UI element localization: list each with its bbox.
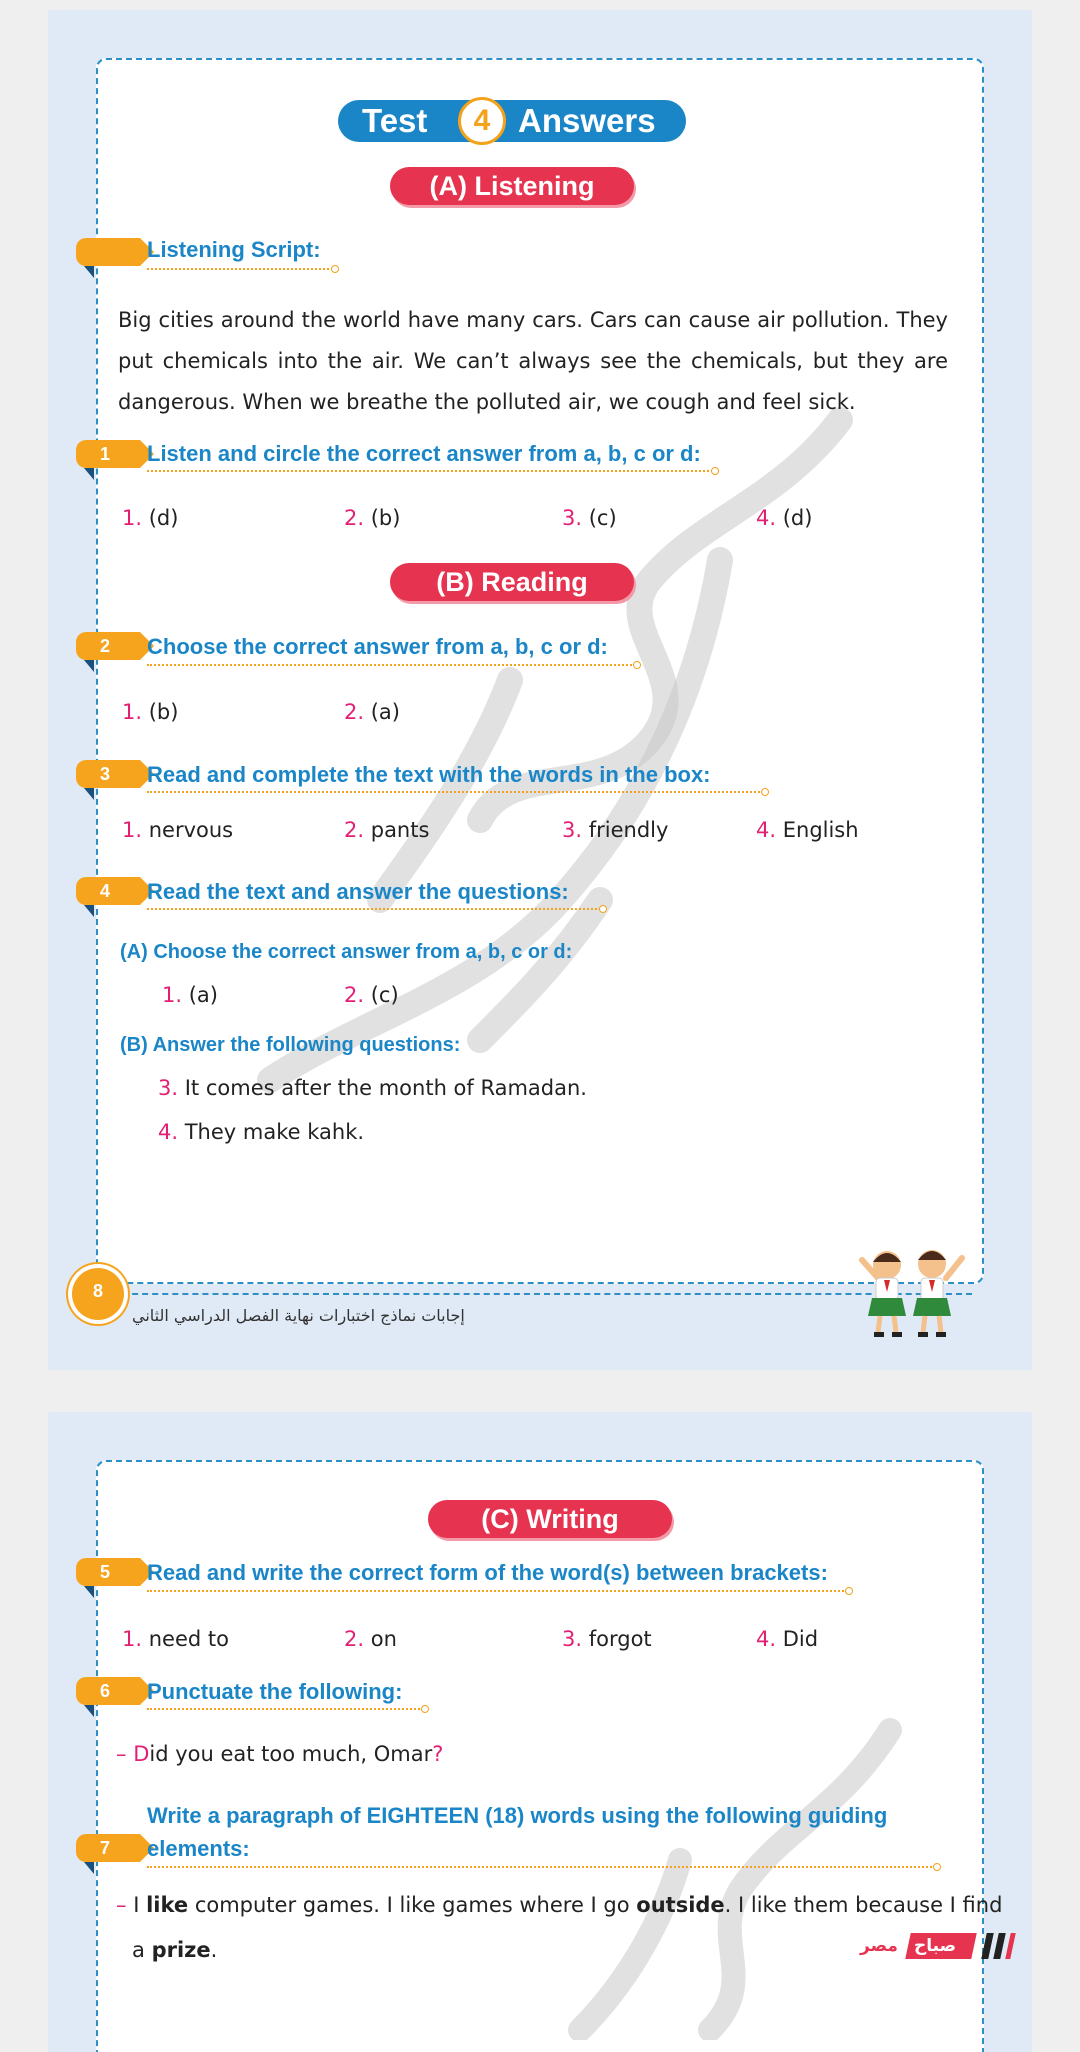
q5-number: 5: [100, 1562, 111, 1582]
logo-bar-3-icon: [1005, 1933, 1016, 1959]
q1-answer-2: 2. (b): [344, 506, 401, 530]
footer-line: [112, 1293, 972, 1295]
q1-answer-4: 4. (d): [756, 506, 813, 530]
q3-answer-3: 3. friendly: [562, 818, 669, 842]
q4-underline: [147, 908, 601, 910]
q2-tab: [76, 632, 140, 660]
q2-underline: [147, 664, 635, 666]
q1-heading: Listen and circle the correct answer from a, b, c or d:: [147, 441, 701, 466]
q4-heading: Read the text and answer the questions:: [147, 879, 569, 904]
q3-answer-1: 1. nervous: [122, 818, 234, 842]
test-word: Test: [362, 102, 428, 139]
q6-answer: – Did you eat too much, Omar?: [116, 1742, 444, 1766]
script-heading: Listening Script:: [147, 237, 321, 262]
script-underline: [147, 268, 333, 270]
q4-part-b: (B) Answer the following questions:: [120, 1034, 461, 1056]
q6-tab: [76, 1677, 140, 1705]
answers-word: Answers: [518, 102, 656, 139]
q1-underline: [147, 470, 713, 472]
q3-number: 3: [100, 764, 111, 784]
q4a-answer-1: 1. (a): [162, 983, 218, 1007]
q4-number: 4: [100, 881, 111, 901]
section-reading: (B) Reading: [390, 563, 634, 601]
logo-text-2: مصر: [860, 1936, 898, 1956]
footer-text: إجابات نماذج اختبارات نهاية الفصل الدراسي الثاني: [132, 1306, 465, 1325]
q7-heading-line2: elements:: [147, 1836, 250, 1861]
q4b-answer-3: 3. It comes after the month of Ramadan.: [158, 1076, 587, 1100]
q6-underline: [147, 1708, 423, 1710]
q1-number: 1: [100, 444, 111, 464]
logo-bar-1-icon: [981, 1933, 994, 1959]
section-listening: (A) Listening: [390, 167, 634, 205]
q7-underline: [147, 1866, 935, 1868]
script-text: Big cities around the world have many cars. Cars can cause air pollution. They put chemicals into the air. We can’t always see the chemicals, but they are dangerous. When we breathe the polluted air, we cough and feel sick.: [118, 308, 948, 414]
q4-part-a: (A) Choose the correct answer from a, b, c or d:: [120, 941, 573, 963]
test-title: [338, 100, 686, 142]
q3-answer-4: 4. English: [756, 818, 859, 842]
q5-answer-1: 1. need to: [122, 1627, 229, 1651]
q3-tab: [76, 760, 140, 788]
q6-number: 6: [100, 1681, 111, 1701]
logo-text-1: صباح: [914, 1936, 957, 1956]
logo-bar-2-icon: [993, 1933, 1006, 1959]
q4b-answer-4: 4. They make kahk.: [158, 1120, 365, 1144]
q5-answer-2: 2. on: [344, 1627, 397, 1651]
q1-answer-1: 1. (d): [122, 506, 179, 530]
q2-answer-2: 2. (a): [344, 700, 400, 724]
section-writing: (C) Writing: [428, 1500, 672, 1538]
q2-number: 2: [100, 636, 111, 656]
kids-illustration-icon: [852, 1240, 972, 1340]
q2-answer-1: 1. (b): [122, 700, 179, 724]
script-tab: [76, 238, 140, 266]
q4a-answer-2: 2. (c): [344, 983, 399, 1007]
q5-tab: [76, 1558, 140, 1586]
q5-answer-3: 3. forgot: [562, 1627, 652, 1651]
q5-answer-4: 4. Did: [756, 1627, 819, 1651]
q7-heading-line1: Write a paragraph of EIGHTEEN (18) words using the following guiding: [147, 1803, 888, 1828]
q2-heading: Choose the correct answer from a, b, c or d:: [147, 634, 608, 659]
q3-answer-2: 2. pants: [344, 818, 430, 842]
q1-answer-3: 3. (c): [562, 506, 617, 530]
q1-tab: [76, 440, 140, 468]
test-number: 4: [458, 97, 506, 145]
page-number: 8: [72, 1268, 124, 1320]
q7-number: 7: [100, 1838, 111, 1858]
q4-tab: [76, 877, 140, 905]
q5-heading: Read and write the correct form of the word(s) between brackets:: [147, 1560, 828, 1585]
q3-underline: [147, 791, 763, 793]
q7-paragraph-line2: a prize.: [132, 1938, 218, 1962]
q5-underline: [147, 1590, 847, 1592]
q7-tab: [76, 1834, 140, 1862]
q3-heading: Read and complete the text with the words in the box:: [147, 762, 711, 787]
page-one: [48, 10, 1032, 1370]
q6-heading: Punctuate the following:: [147, 1679, 403, 1704]
logo: [856, 1928, 1026, 1968]
q7-paragraph-line1: – I like computer games. I like games where I go outside. I like them because I find: [116, 1893, 1003, 1917]
